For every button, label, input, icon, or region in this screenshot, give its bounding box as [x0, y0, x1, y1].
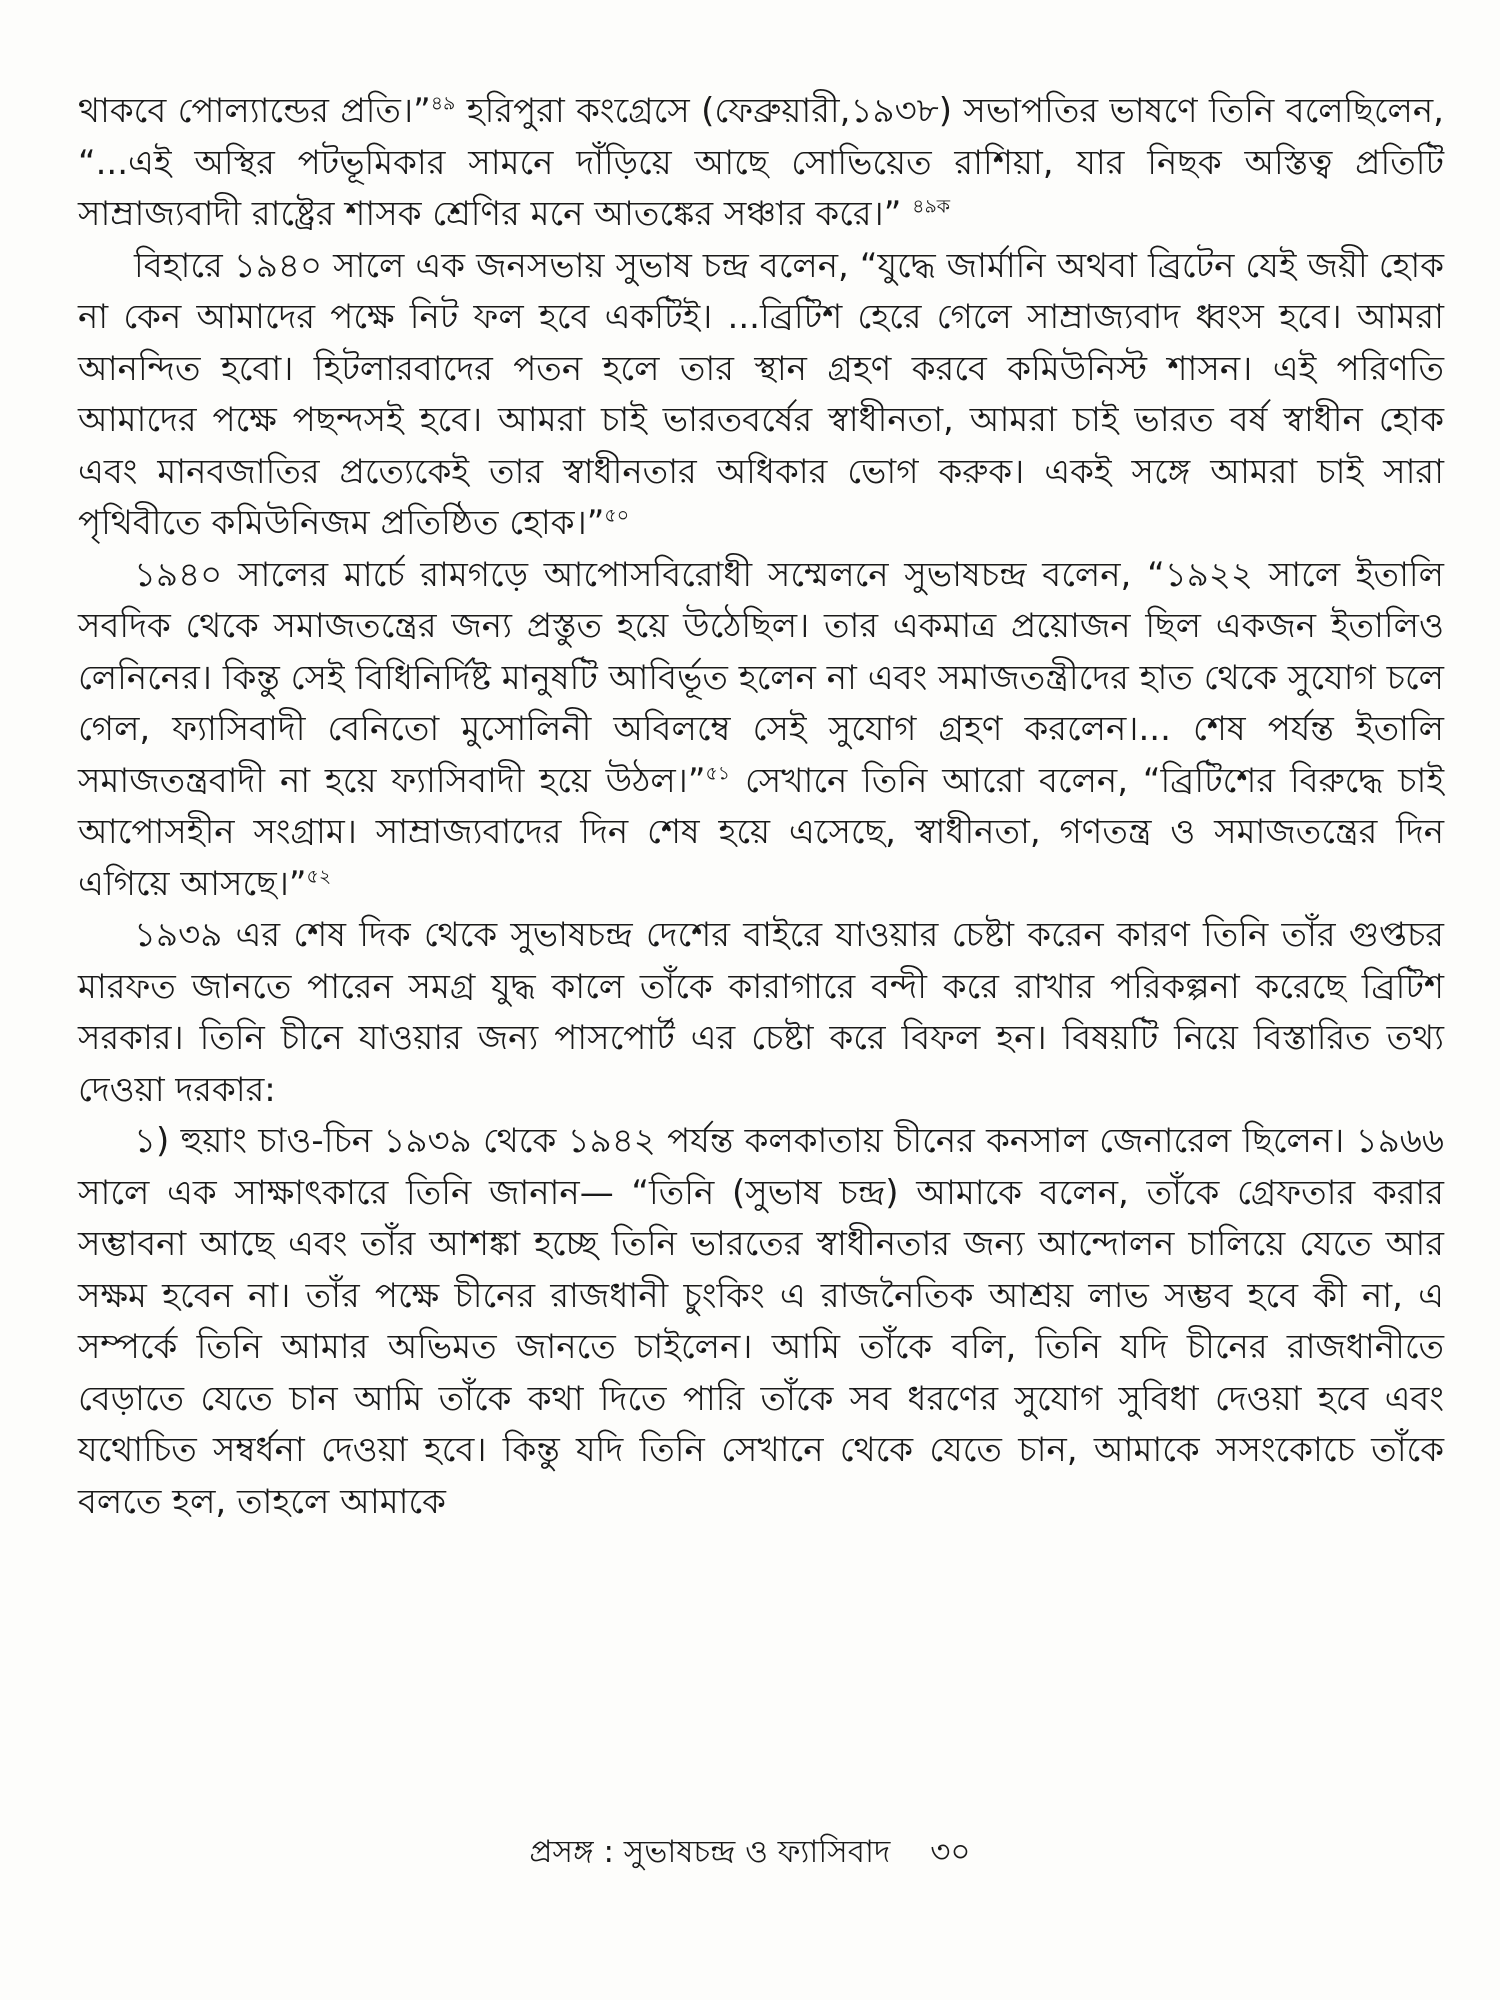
paragraph-2: [78, 241, 1444, 550]
page-number: ৩০: [930, 1834, 971, 1870]
text-segment: সেখানে তিনি আরো বলেন, “ব্রিটিশের বিরুদ্ধে চাই আপোসহীন সংগ্রাম। সাম্রাজ্যবাদের দিন শেষ হয়ে এসেছে, স্বাধীনতা, গণতন্ত্র ও সমাজতন্ত্রের দিন এগিয়ে আসছে।”: [78, 760, 1445, 904]
text-segment: থাকবে পোল্যান্ডের প্রতি।”: [78, 91, 431, 131]
text-segment: ১৯৪০ সালের মার্চে রামগড়ে আপোসবিরোধী সম্মেলনে সুভাষচন্দ্র বলেন, “১৯২২ সালে ইতালি সবদিক থেকে সমাজতন্ত্রের জন্য প্রস্তুত হয়ে উঠেছিল। তার একমাত্র প্রয়োজন ছিল একজন ইতালিও লেনিনের। কিন্তু সেই বিধিনির্দিষ্ট মানুষটি আবির্ভূত হলেন না এবং সমাজতন্ত্রীদের হাত থেকে সুযোগ চলে গেল, ফ্যাসিবাদী বেনিতো মুসোলিনী অবিলম্বে সেই সুযোগ গ্রহণ করলেন।... শেষ পর্যন্ত ইতালি সমাজতন্ত্রবাদী না হয়ে ফ্যাসিবাদী হয়ে উঠল।”: [78, 554, 1444, 801]
footnote-ref-51: ৫১: [705, 762, 731, 785]
running-title: প্রসঙ্গ : সুভাষচন্দ্র ও ফ্যাসিবাদ: [529, 1834, 891, 1870]
text-segment: ১) হুয়াং চাও-চিন ১৯৩৯ থেকে ১৯৪২ পর্যন্ত কলকাতায় চীনের কনসাল জেনারেল ছিলেন। ১৯৬৬ সালে এক সাক্ষাৎকারে তিনি জানান— “তিনি (সুভাষ চন্দ্র) আমাকে বলেন, তাঁকে গ্রেফতার করার সম্ভাবনা আছে এবং তাঁর আশঙ্কা হচ্ছে তিনি ভারতের স্বাধীনতার জন্য আন্দোলন চালিয়ে যেতে আর সক্ষম হবেন না। তাঁর পক্ষে চীনের রাজধানী চুংকিং এ রাজনৈতিক আশ্রয় লাভ সম্ভব হবে কী না, এ সম্পর্কে তিনি আমার অভিমত জানতে চাইলেন। আমি তাঁকে বলি, তিনি যদি চীনের রাজধানীতে বেড়াতে যেতে চান আমি তাঁকে কথা দিতে পারি তাঁকে সব ধরণের সুযোগ সুবিধা দেওয়া হবে এবং যথোচিত সম্বর্ধনা দেওয়া হবে। কিন্তু যদি তিনি সেখানে থেকে যেতে চান, আমাকে সসংকোচে তাঁকে বলতে হল, তাহলে আমাকে: [78, 1121, 1444, 1522]
text-segment: বিহারে ১৯৪০ সালে এক জনসভায় সুভাষ চন্দ্র বলেন, “যুদ্ধে জার্মানি অথবা ব্রিটেন যেই জয়ী হোক না কেন আমাদের পক্ষে নিট ফল হবে একটিই। ...ব্রিটিশ হেরে গেলে সাম্রাজ্যবাদ ধ্বংস হবে। আমরা আনন্দিত হবো। হিটলারবাদের পতন হলে তার স্থান গ্রহণ করবে কমিউনিস্ট শাসন। এই পরিণতি আমাদের পক্ষে পছন্দসই হবে। আমরা চাই ভারতবর্ষের স্বাধীনতা, আমরা চাই ভারত বর্ষ স্বাধীন হোক এবং মানবজাতির প্রত্যেকেই তার স্বাধীনতার অধিকার ভোগ করুক। একই সঙ্গে আমরা চাই সারা পৃথিবীতে কমিউনিজম প্রতিষ্ঠিত হোক।”: [78, 245, 1444, 543]
footnote-ref-50: ৫০: [604, 504, 630, 527]
text-segment: ১৯৩৯ এর শেষ দিক থেকে সুভাষচন্দ্র দেশের বাইরে যাওয়ার চেষ্টা করেন কারণ তিনি তাঁর গুপ্তচর মারফত জানতে পারেন সমগ্র যুদ্ধ কালে তাঁকে কারাগারে বন্দী করে রাখার পরিকল্পনা করেছে ব্রিটিশ সরকার। তিনি চীনে যাওয়ার জন্য পাসপোর্ট এর চেষ্টা করে বিফল হন। বিষয়টি নিয়ে বিস্তারিত তথ্য দেওয়া দরকার:: [78, 915, 1444, 1110]
footnote-ref-49ka: ৪৯ক: [912, 195, 951, 218]
page-body: [78, 86, 1444, 1916]
footnote-ref-49: ৪৯: [430, 92, 456, 115]
text-segment: হরিপুরা কংগ্রেসে (ফেব্রুয়ারী,১৯৩৮) সভাপতির ভাষণে তিনি বলেছিলেন, “...এই অস্থির পটভূমিকার সামনে দাঁড়িয়ে আছে সোভিয়েত রাশিয়া, যার নিছক অস্তিত্ব প্রতিটি সাম্রাজ্যবাদী রাষ্ট্রের শাসক শ্রেণির মনে আতঙ্কের সঞ্চার করে।”: [78, 91, 1444, 234]
paragraph-5: [78, 1116, 1444, 1528]
page-footer: [0, 1832, 1500, 1872]
paragraph-3: [78, 550, 1444, 911]
paragraph-4: [78, 910, 1444, 1116]
footnote-ref-52: ৫২: [306, 865, 332, 888]
paragraph-1: [78, 86, 1444, 241]
